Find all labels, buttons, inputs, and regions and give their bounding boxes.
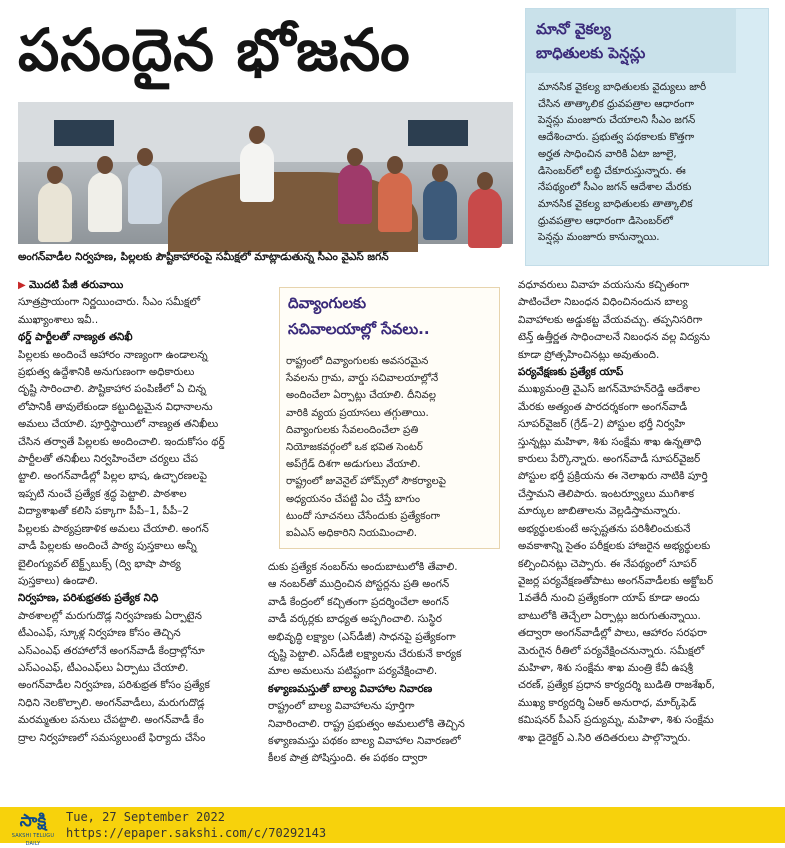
text-line: మేరకు అత్యంత పారదర్శకంగా అంగన్‌వాడీ (518, 400, 688, 413)
review-meeting-photo (18, 102, 513, 244)
jump-line (18, 277, 258, 294)
text-line: దృష్టి సారించాలి. పౌష్టికాహార పంపిణీలో ఏ చిన్న (18, 383, 206, 396)
text-line: చేస్తామని తెలిపారు. ఇంటర్వ్యూలు ముగిశాక (518, 487, 695, 500)
text-line: పాఠశాలల్లో మరుగుదొడ్ల నిర్వహణకు ఏర్పాటైన (18, 609, 202, 622)
sakshi-logo (4, 810, 62, 847)
text-line: కళ్యాణమస్తు పథకం బాల్య వివాహాల నివారణలో (268, 735, 461, 748)
inset-title (288, 290, 491, 350)
text-line: దుకు ప్రత్యేక నంబర్‌ను అందుబాటులోకి తేవాలి. (268, 561, 458, 573)
text-line: ఎస్ఎంఎఫ్, టీఎంఎఫ్‌లు ఏర్పాటు చేయాలి. (18, 661, 189, 674)
text-line: ఆదేశించారు. ప్రభుత్వ పథకాలకు కొత్తగా (538, 131, 695, 144)
text-line: మెరుగైన రీతిలో పర్యవేక్షించనున్నారు. సమీక్షలో (518, 644, 705, 657)
text-line: పోస్టుల భర్తీ ప్రక్రియను ఈ నెలాఖరు నాటికి పూర్తి (518, 470, 708, 483)
text-line: సూత్రప్రాయంగా నిర్ణయించారు. సీఎం సమీక్షలో (18, 296, 201, 309)
text-line: పెన్షన్లు మంజూరు కానున్నాయి. (538, 231, 660, 244)
text-line: అర్హత సాధించిన వారికి ఏటా జూలై, (538, 147, 677, 160)
text-line: స్తున్నట్లు మహిళా, శిశు సంక్షేమ శాఖ ఉన్నతాధి (518, 435, 702, 448)
subheading: థర్డ్ పార్టీలతో నాణ్యత తనిఖీ (18, 331, 133, 344)
text-line: మరమ్మతుల పనులు చేపట్టాలి. అంగన్‌వాడీ కేం (18, 714, 204, 727)
text-line: తద్వారా అంగన్‌వాడీల్లో పాలు, ఆహారం సరఫరా (518, 627, 707, 640)
text-line: నియోజకవర్గంలో ఒక భవిత సెంటర్ (286, 442, 423, 454)
text-line: కల్పించినట్లు చెప్పారు. ఈ నేపథ్యంలో సూపర్ (518, 557, 697, 570)
text-line: లోపానికీ తావులేకుండా కట్టుదిట్టమైన విధానాలను (18, 400, 213, 413)
text-line: టుందో సూచనలు చేసేందుకు ప్రత్యేకంగా (286, 510, 440, 522)
text-line: టీఎంఎఫ్, స్కూళ్ల నిర్వహణ కోసం తెచ్చిన (18, 627, 181, 640)
text-line: దృష్టి పెట్టాలి. ఎస్‌డీజీ లక్ష్యాలను చేరుకునే కార్యక (268, 648, 462, 661)
text-line: ముఖ్యమంత్రి వైఎస్ జగన్‌మోహన్‌రెడ్డి ఆదేశాల (518, 383, 701, 396)
headline: పసందైన భోజనం (18, 16, 411, 84)
text-line: మానసిక వైకల్య బాధితులకు తాత్కాలిక (538, 197, 693, 210)
text-line: వాడీ వర్కర్లకు బాధ్యత అప్పగించాలి. సుస్థిర (268, 613, 442, 626)
logo-subtitle: SAKSHI TELUGU DAILY (11, 833, 55, 847)
jump-text: మొదటి పేజీ తరువాయి (29, 279, 124, 291)
text-line: పార్టీలతో తనిఖీలు నిర్వహించేలా చర్యలు చేప (18, 453, 199, 466)
text-line: వారికి వ్యయ ప్రయాసలు తగ్గుతాయి. (286, 407, 429, 419)
text-line: బాటులోకి తెచ్చేలా ఏర్పాట్లు జరుగుతున్నాయి. (518, 609, 701, 622)
text-line: మహిళా, శిశు సంక్షేమ శాఖ మంత్రి కేవీ ఉషశ్రీ (518, 661, 693, 674)
text-line: అభివృద్ధి లక్ష్యాల (ఎస్‌డీజీ) సాధనపై ప్రత్యేకంగా (268, 630, 456, 643)
text-line: బైలింగ్యువల్ టెక్ట్స్‌బుక్స్ (ద్వి భాషా పాఠ్య (18, 557, 181, 570)
text-line: ఐఏఎస్ అధికారిని నియమించాలి. (286, 528, 418, 540)
text-line: కమిషనర్ పీఎస్ ప్రద్యుమ్న, మహిళా, శిశు సంక్షేమ (518, 714, 714, 727)
text-line: అభ్యర్థులకుంటే అస్పష్టతను పరిశీలించుకునే (518, 522, 691, 535)
text-line: వాడీ పిల్లలకు అందించే పాఠ్య పుస్తకాలు అన్నీ (18, 540, 197, 553)
text-line: అధ్యయనం చేపట్టి ఏం చేస్తే బాగుం (286, 493, 421, 505)
subheading: నిర్వహణ, పరిశుభ్రతకు ప్రత్యేక నిధి (18, 592, 159, 605)
photo-caption: అంగన్‌వాడీల నిర్వహణ, పిల్లలకు పౌష్టికాహారంపై సమీక్షలో మాట్లాడుతున్న సీఎం వైఎస్ జగన్ (18, 251, 389, 263)
subheading: కళ్యాణమస్తుతో బాల్య వివాహాల నివారణ (268, 682, 433, 695)
text-line: ద్రాల నిర్వహణలో సమస్యలుంటే ఫిర్యాదు చేసేం (18, 731, 206, 744)
text-line: నేపథ్యంలో సీఎం జగన్ ఆదేశాల మేరకు (538, 181, 692, 194)
text-line: వధూవరులు వివాహ వయసును కచ్చితంగా (518, 279, 690, 291)
article-column-2 (268, 559, 508, 799)
inset-title-line: సచివాలయాల్లో సేవలు.. (288, 320, 430, 338)
text-line: ఆ నంబర్‌తో ముద్రించిన పోస్టర్లను ప్రతి అంగన్ (268, 578, 450, 591)
footer-bar (0, 807, 785, 847)
text-line: విద్యాశాఖతో కలిసి పక్కాగా పీపీ–1, పీపీ–2 (18, 505, 190, 518)
text-line: అమలు చేయాలి. పూర్తిస్థాయిలో నాణ్యత తనిఖీలు (18, 418, 219, 431)
disabled-services-inset (279, 287, 500, 549)
text-line: ట్టాలి. అంగన్‌వాడీల్లో పిల్లల భాష, ఉచ్ఛారణలపై (18, 470, 208, 483)
text-line: రాష్ట్రంలో దివ్యాంగులకు అవసరమైన (286, 356, 429, 367)
text-line: 1వతేదీ నుంచి ప్రత్యేకంగా యాప్ కూడా అందు (518, 592, 700, 605)
text-line: కీలక పాత్ర పోషిస్తుంది. ఈ పథకం ద్వారా (268, 752, 428, 765)
jump-arrow-icon: ▶ (18, 280, 26, 291)
text-line: అప్‌గ్రేడ్ దిశగా అడుగులు వేయాలి. (286, 459, 421, 471)
epaper-url[interactable]: https://epaper.sakshi.com/c/70292143 (66, 826, 327, 840)
text-line: పాటించేలా నిబంధన విధించినందున బాల్య (518, 296, 688, 309)
text-line: చరణ్, ప్రత్యేక ప్రధాన కార్యదర్శి బుడితి రాజశేఖర్, (518, 679, 715, 692)
text-line: వైజర్ల పర్యవేక్షణతోపాటు అంగన్‌వాడీలకు అక్టోబర్ (518, 574, 714, 587)
text-line: అవకాశాన్ని సైతం పరీక్షలకు హాజరైన అభ్యర్థులకు (518, 540, 711, 553)
text-line: చేసిన తర్వాతే పిల్లలకు అందించాలి. ఇందుకోసం థర్డ్ (18, 435, 225, 448)
sidebox-title-line: మానో వైకల్య (536, 20, 611, 38)
text-line: వాడీ కేంద్రంలో కచ్చితంగా ప్రదర్శించేలా అంగన్ (268, 595, 449, 608)
text-line: డిసెంబర్‌లో లబ్ధి చేకూరుస్తున్నారు. ఈ (538, 164, 686, 177)
text-line: వివాహాలకు అడ్డుకట్ట వేయవచ్చు. తప్పనిసరిగా (518, 313, 703, 326)
text-line: పుస్తకాలు) ఉండాలి. (18, 574, 99, 587)
text-line: అంగన్‌వాడీల నిర్వహణ, పరిశుభ్రత కోసం ప్రత్యేక (18, 679, 210, 692)
text-line: శాఖ డైరెక్టర్ ఎ.సిరి తదితరులు పాల్గొన్నారు. (518, 731, 691, 744)
text-line: ధ్రువపత్రాల ఆధారంగా డిసెంబర్‌లో (538, 214, 673, 227)
text-line: ప్రభుత్వ ఉద్దేశానికి అనుగుణంగా అధికారులు (18, 366, 195, 379)
text-line: సేవలను గ్రామ, వార్డు సచివాలయాల్లోనే (286, 373, 439, 385)
sidebox-title (526, 9, 736, 73)
text-line: కూడా ప్రోత్సహించినట్లు అవుతుంది. (518, 348, 660, 361)
inset-title-line: దివ్యాంగులకు (288, 294, 367, 312)
text-line: మార్కుల జాబితాలను వెల్లడిస్తామన్నారు. (518, 505, 681, 518)
text-line: అందించేలా ఏర్పాట్లు చేయాలి. దీనివల్ల (286, 390, 436, 402)
logo-text: సాక్షి (19, 811, 47, 831)
text-line: నిధిని నెలకొల్పాలి. అంగన్‌వాడీలు, మరుగుదొడ్ల (18, 696, 205, 709)
sidebox-title-line: బాధితులకు పెన్షన్లు (536, 44, 646, 62)
subheading: పర్యవేక్షణకు ప్రత్యేక యాప్ (518, 366, 624, 379)
text-line: చేసిన తాత్కాలిక ధ్రువపత్రాల ఆధారంగా (538, 97, 695, 110)
text-line: ఎస్ఎంఎఫ్ తరహాలోనే అంగన్‌వాడీ కేంద్రాల్లోనూ (18, 644, 205, 657)
inset-body (286, 353, 496, 545)
text-line: ముఖ్య కార్యదర్శి ఏఆర్ అనురాధ, మార్క్‌ఫెడ్ (518, 696, 697, 709)
text-line: ఇప్పటి నుంచే ప్రత్యేక శ్రద్ధ పెట్టాలి. పాఠశాల (18, 487, 187, 500)
text-line: పిల్లలకు పాఠ్యప్రణాళిక అమలు చేయాలి. అంగన్ (18, 522, 209, 535)
article-column-1 (18, 277, 258, 799)
text-line: కారులు పేర్కొన్నారు. అంగన్‌వాడీ సూపర్‌వైజర్ (518, 453, 701, 466)
text-line: మాల అమలును పటిష్టంగా పర్యవేక్షించాలి. (268, 665, 438, 678)
text-line: నివారించాలి. రాష్ట్ర ప్రభుత్వం అమలులోకి తెచ్చిన (268, 717, 465, 730)
text-line: పెన్షన్లు మంజూరు చేయాలని సీఎం జగన్ (538, 114, 696, 127)
sidebox-body (538, 79, 762, 264)
text-line: దివ్యాంగులకు సేవలందించేలా ప్రతి (286, 424, 419, 436)
edition-date: Tue, 27 September 2022 (66, 810, 225, 824)
text-line: పిల్లలకు అందించే ఆహారం నాణ్యంగా ఉండాలన్న (18, 348, 208, 361)
pension-sidebox (525, 8, 769, 266)
article-column-3 (518, 277, 768, 799)
text-line: ముఖ్యాంశాలు ఇవీ.. (18, 313, 99, 326)
text-line: రాష్ట్రంలో బాల్య వివాహాలను పూర్తిగా (268, 700, 415, 713)
text-line: సూపర్‌వైజర్ (గ్రేడ్–2) పోస్టుల భర్తీ నిర్వహి (518, 418, 686, 431)
text-line: మానసిక వైకల్య బాధితులకు వైద్యులు జారీ (538, 81, 707, 93)
text-line: టెన్త్ ఉత్తీర్ణత సాధించాలనే నిబంధన వల్ల విద్యను (518, 331, 710, 344)
text-line: రాష్ట్రంలో జువెనైల్ హోమ్స్‌లో సౌకర్యాలపై (286, 476, 446, 488)
